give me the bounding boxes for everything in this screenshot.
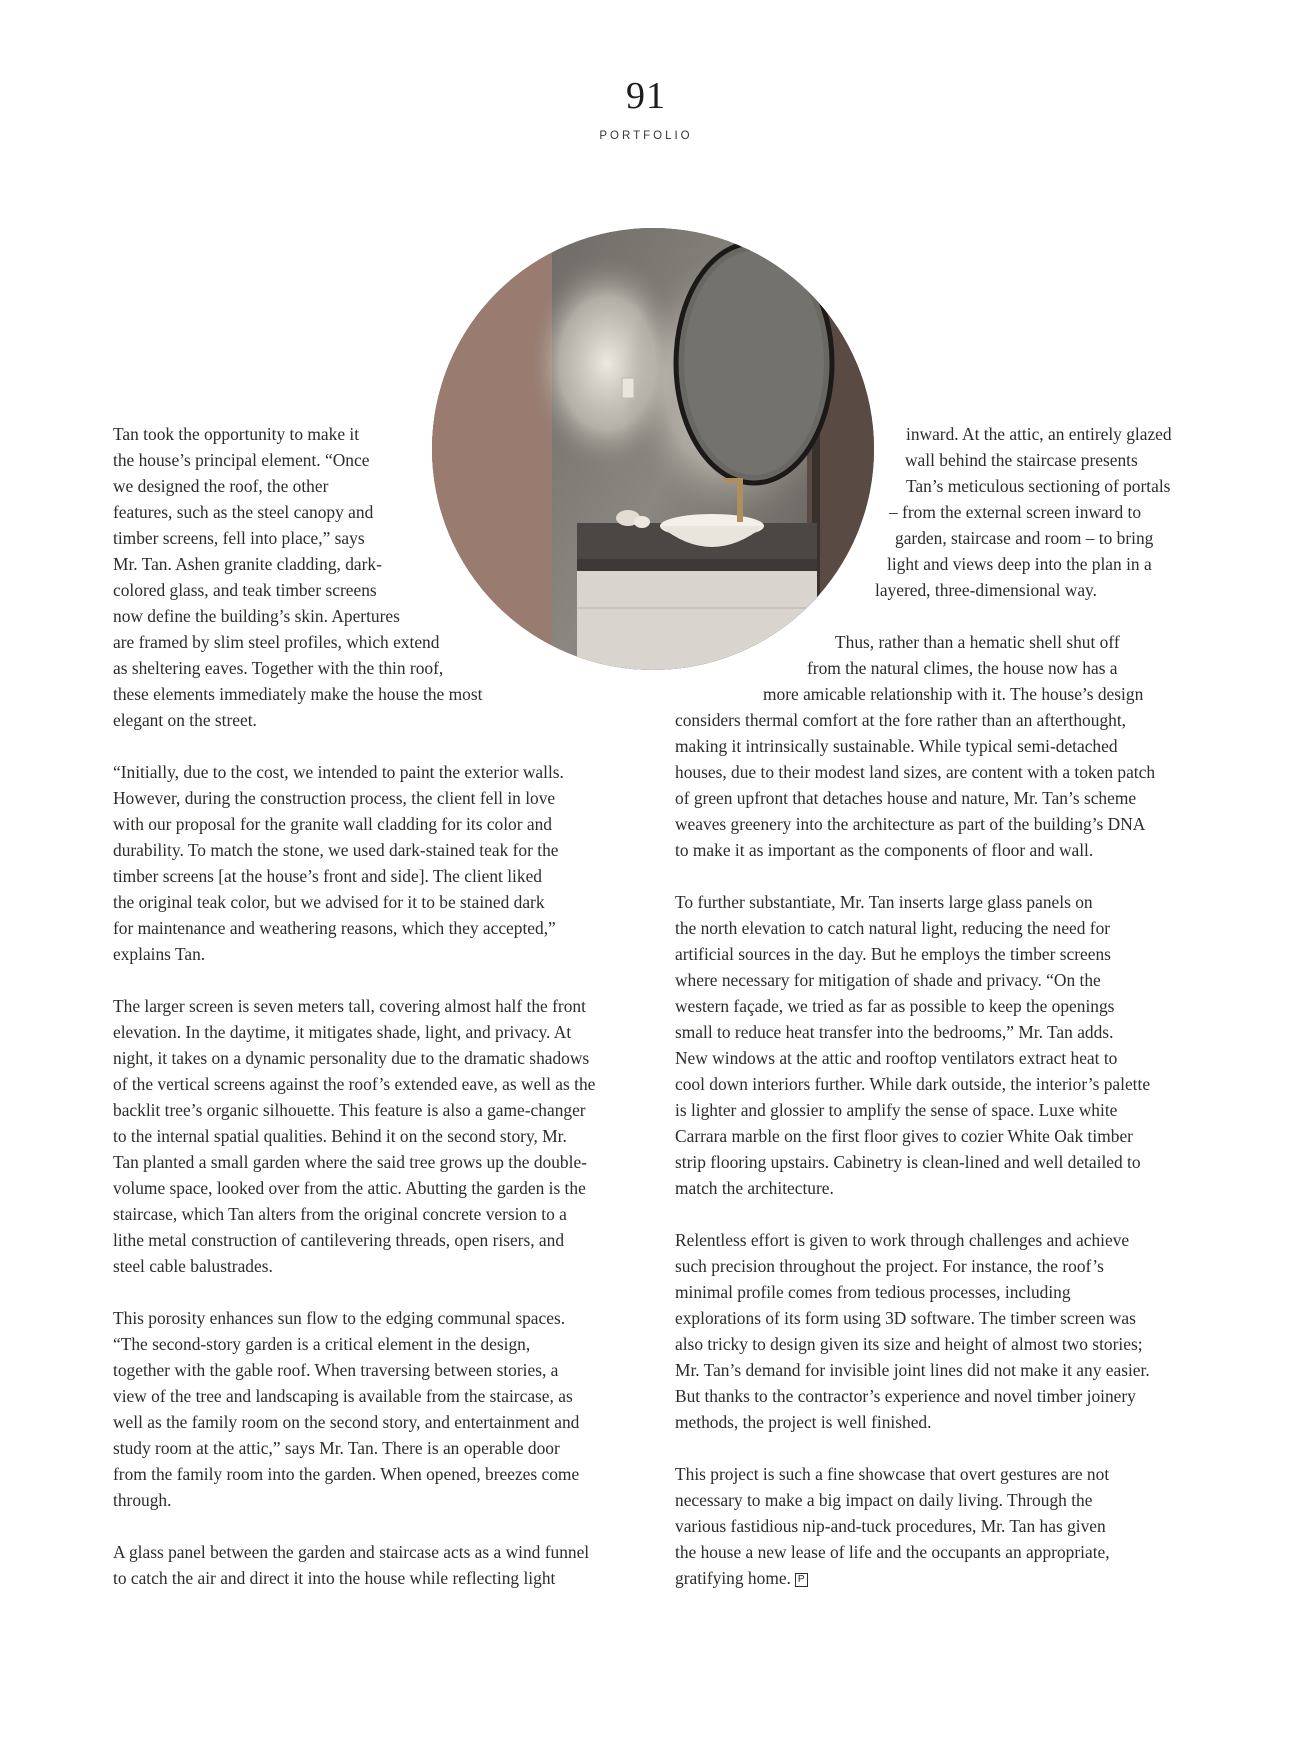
section-label: PORTFOLIO xyxy=(599,130,693,142)
text-line: To further substantiate, Mr. Tan inserts large glass panels on xyxy=(675,892,1093,912)
end-mark: P xyxy=(795,1573,808,1587)
text-line: light and views deep into the plan in a xyxy=(887,554,1152,574)
text-line: Mr. Tan’s demand for invisible joint lines did not make it any easier. xyxy=(675,1360,1150,1380)
text-line: the original teak color, but we advised for it to be stained dark xyxy=(113,892,545,912)
left-column xyxy=(113,421,633,1617)
text-line: cool down interiors further. While dark outside, the interior’s palette xyxy=(675,1074,1151,1094)
text-line: volume space, looked over from the attic. Abutting the garden is the xyxy=(113,1178,586,1198)
text-line: features, such as the steel canopy and xyxy=(113,502,374,522)
right-paragraph-5 xyxy=(675,1461,1205,1591)
text-line: This project is such a fine showcase that overt gestures are not xyxy=(675,1464,1110,1484)
text-line: Tan’s meticulous sectioning of portals xyxy=(906,476,1171,496)
left-paragraph-4 xyxy=(113,1305,633,1513)
text-line: from the family room into the garden. When opened, breezes come xyxy=(113,1464,580,1484)
right-paragraph-4 xyxy=(675,1227,1205,1435)
text-line: the house’s principal element. “Once xyxy=(113,450,370,470)
text-line: This porosity enhances sun flow to the edging communal spaces. xyxy=(113,1308,566,1328)
text-line: well as the family room on the second story, and entertainment and xyxy=(113,1412,580,1432)
text-line: of the vertical screens against the roof’s extended eave, as well as the xyxy=(113,1074,596,1094)
text-line: to make it as important as the components of floor and wall. xyxy=(675,840,1094,860)
text-line: strip flooring upstairs. Cabinetry is clean-lined and well detailed to xyxy=(675,1152,1141,1172)
text-line: explains Tan. xyxy=(113,944,206,964)
text-line: timber screens [at the house’s front and side]. The client liked xyxy=(113,866,542,886)
left-paragraph-5 xyxy=(113,1539,633,1591)
text-line: considers thermal comfort at the fore rather than an afterthought, xyxy=(675,710,1127,730)
text-line: match the architecture. xyxy=(675,1178,834,1198)
text-line: making it intrinsically sustainable. While typical semi-detached xyxy=(675,736,1118,756)
text-line: methods, the project is well finished. xyxy=(675,1412,932,1432)
text-line: we designed the roof, the other xyxy=(113,476,329,496)
text-line: for maintenance and weathering reasons, which they accepted,” xyxy=(113,918,556,938)
text-line: But thanks to the contractor’s experience and novel timber joinery xyxy=(675,1386,1136,1406)
text-line: The larger screen is seven meters tall, covering almost half the front xyxy=(113,996,586,1016)
text-line: elevation. In the daytime, it mitigates shade, light, and privacy. At xyxy=(113,1022,572,1042)
text-line: layered, three-dimensional way. xyxy=(875,580,1097,600)
text-line: to the internal spatial qualities. Behind it on the second story, Mr. xyxy=(113,1126,567,1146)
text-line: through. xyxy=(113,1490,172,1510)
text-line: A glass panel between the garden and staircase acts as a wind funnel xyxy=(113,1542,590,1562)
text-line: gratifying home. xyxy=(675,1568,791,1588)
left-paragraph-1 xyxy=(113,421,633,733)
left-paragraph-3 xyxy=(113,993,633,1279)
text-line: is lighter and glossier to amplify the sense of space. Luxe white xyxy=(675,1100,1118,1120)
text-line: Thus, rather than a hematic shell shut off xyxy=(835,632,1120,652)
text-line: Tan took the opportunity to make it xyxy=(113,424,360,444)
text-line: from the natural climes, the house now has a xyxy=(807,658,1118,678)
text-line: of green upfront that detaches house and nature, Mr. Tan’s scheme xyxy=(675,788,1137,808)
text-line: inward. At the attic, an entirely glazed xyxy=(906,424,1172,444)
text-line: weaves greenery into the architecture as part of the building’s DNA xyxy=(675,814,1146,834)
text-line: night, it takes on a dynamic personality due to the dramatic shadows xyxy=(113,1048,590,1068)
text-line: minimal profile comes from tedious processes, including xyxy=(675,1282,1071,1302)
right-paragraph-2 xyxy=(675,629,1205,863)
text-line: artificial sources in the day. But he employs the timber screens xyxy=(675,944,1111,964)
text-line: Carrara marble on the first floor gives to cozier White Oak timber xyxy=(675,1126,1133,1146)
text-line: backlit tree’s organic silhouette. This feature is also a game-changer xyxy=(113,1100,586,1120)
text-line: steel cable balustrades. xyxy=(113,1256,273,1276)
text-line: more amicable relationship with it. The house’s design xyxy=(763,684,1144,704)
text-line: elegant on the street. xyxy=(113,710,257,730)
text-line: the house a new lease of life and the occupants an appropriate, xyxy=(675,1542,1110,1562)
text-line: western façade, we tried as far as possible to keep the openings xyxy=(675,996,1115,1016)
text-line: Mr. Tan. Ashen granite cladding, dark- xyxy=(113,554,382,574)
left-paragraph-2 xyxy=(113,759,633,967)
text-line: the north elevation to catch natural light, reducing the need for xyxy=(675,918,1111,938)
text-line: are framed by slim steel profiles, which extend xyxy=(113,632,440,652)
right-paragraph-1 xyxy=(675,421,1205,603)
text-line: where necessary for mitigation of shade and privacy. “On the xyxy=(675,970,1101,990)
text-line: Tan planted a small garden where the said tree grows up the double- xyxy=(113,1152,587,1172)
text-line: “The second-story garden is a critical element in the design, xyxy=(113,1334,531,1354)
last-text-line xyxy=(675,1565,1205,1591)
text-line: necessary to make a big impact on daily living. Through the xyxy=(675,1490,1093,1510)
text-line: together with the gable roof. When traversing between stories, a xyxy=(113,1360,559,1380)
text-line: staircase, which Tan alters from the original concrete version to a xyxy=(113,1204,567,1224)
right-column xyxy=(675,421,1205,1617)
text-line: However, during the construction process, the client fell in love xyxy=(113,788,556,808)
text-line: durability. To match the stone, we used dark-stained teak for the xyxy=(113,840,559,860)
text-line: “Initially, due to the cost, we intended to paint the exterior walls. xyxy=(113,762,564,782)
text-line: lithe metal construction of cantilevering threads, open risers, and xyxy=(113,1230,565,1250)
text-line: such precision throughout the project. For instance, the roof’s xyxy=(675,1256,1104,1276)
text-line: New windows at the attic and rooftop ventilators extract heat to xyxy=(675,1048,1118,1068)
text-line: – from the external screen inward to xyxy=(889,502,1142,522)
text-line: houses, due to their modest land sizes, are content with a token patch xyxy=(675,762,1156,782)
text-line: study room at the attic,” says Mr. Tan. There is an operable door xyxy=(113,1438,560,1458)
text-line: also tricky to design given its size and height of almost two stories; xyxy=(675,1334,1143,1354)
text-line: view of the tree and landscaping is available from the staircase, as xyxy=(113,1386,573,1406)
text-line: various fastidious nip-and-tuck procedures, Mr. Tan has given xyxy=(675,1516,1106,1536)
text-line: to catch the air and direct it into the house while reflecting light xyxy=(113,1568,556,1588)
text-line: with our proposal for the granite wall cladding for its color and xyxy=(113,814,552,834)
text-line: timber screens, fell into place,” says xyxy=(113,528,365,548)
text-line: these elements immediately make the house the most xyxy=(113,684,483,704)
text-line: wall behind the staircase presents xyxy=(905,450,1138,470)
text-line: small to reduce heat transfer into the bedrooms,” Mr. Tan adds. xyxy=(675,1022,1114,1042)
right-paragraph-3 xyxy=(675,889,1205,1201)
text-line: Relentless effort is given to work through challenges and achieve xyxy=(675,1230,1130,1250)
text-line: colored glass, and teak timber screens xyxy=(113,580,377,600)
text-line: as sheltering eaves. Together with the thin roof, xyxy=(113,658,444,678)
text-line: now define the building’s skin. Apertures xyxy=(113,606,400,626)
page-number: 91 xyxy=(626,75,666,117)
text-line: explorations of its form using 3D software. The timber screen was xyxy=(675,1308,1136,1328)
text-line: garden, staircase and room – to bring xyxy=(895,528,1154,548)
